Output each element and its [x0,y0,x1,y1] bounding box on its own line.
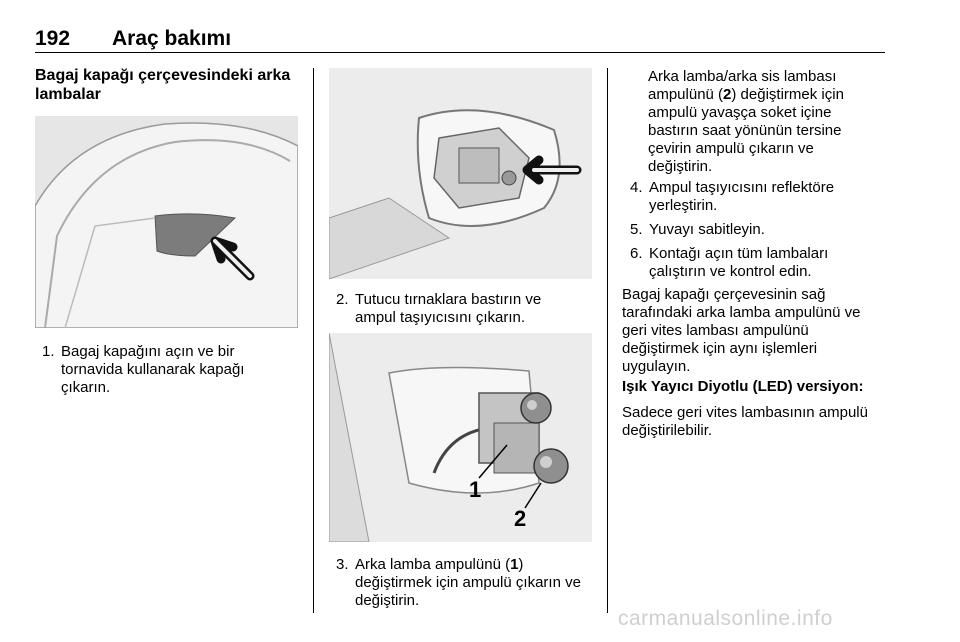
text-line: geri vites lambası ampulünü [622,322,809,339]
header-rule [35,52,885,53]
step-text [649,245,828,281]
step-line: ampul taşıyıcısını çıkarın. [355,309,526,326]
text-line: tarafındaki arka lamba ampulünü ve [622,304,861,321]
step-line: değiştirmek için ampulü çıkarın ve [355,574,581,591]
step-number: 4. [630,179,643,196]
step-number: 6. [630,245,643,262]
text-line: Arka lamba/arka sis lambası [648,68,837,85]
text-line: ampulünü ( [648,86,724,103]
step-line: Ampul taşıyıcısını reflektöre [649,179,835,196]
text-line: Sadece geri vites lambasının ampulü [622,404,868,421]
text-line: ) değiştirmek için [731,86,844,103]
led-version-heading: Işık Yayıcı Diyotlu (LED) versiyon: [622,378,864,395]
text-ref-bold: 2 [723,86,732,103]
page-header-title: Araç bakımı [112,27,232,50]
callout-label-2: 2 [514,506,527,531]
step-line: Tutucu tırnaklara bastırın ve [355,291,542,308]
text-line: uygulayın. [622,358,691,375]
text-line: değiştirilebilir. [622,422,713,439]
step-number: 2. [336,291,349,308]
step-line: yerleştirin. [649,197,718,214]
column-divider-2 [607,68,608,613]
step-number: 5. [630,221,643,238]
step-text [649,221,765,239]
step-line: Arka lamba ampulünü ( [355,556,511,573]
text-line: değiştirin. [648,158,713,175]
page-number: 192 [35,27,71,50]
section-title: Bagaj kapağı çerçevesindeki arka lambalar [35,67,291,103]
figure-bulb-carrier [329,333,592,542]
callout-label-1: 1 [469,477,482,502]
step-1 [42,343,302,403]
text-line: değiştirmek için aynı işlemleri [622,340,818,357]
step-line: çalıştırın ve kontrol edin. [649,263,812,280]
step-text [355,556,581,610]
step-text [649,179,834,215]
text-line: Bagaj kapağı çerçevesinin sağ [622,286,826,303]
step-4 [630,179,890,219]
step-3-continuation [648,68,888,176]
step-6 [630,245,890,285]
figure-trunk-lid-frame [35,116,298,328]
step-line: Bagaj kapağını açın ve bir [61,343,235,360]
text-line: bastırın saat yönünün tersine [648,122,842,139]
step-line: Yuvayı sabitleyin. [649,221,765,238]
paragraph-right-side [622,286,892,376]
step-line: tornavida kullanarak kapağı [61,361,245,378]
step-line: Kontağı açın tüm lambaları [649,245,829,262]
step-text [61,343,244,397]
column-divider-1 [313,68,314,613]
step-line: çıkarın. [61,379,111,396]
step-2 [336,291,601,331]
step-text [355,291,541,327]
step-line: ) [518,556,524,573]
step-ref-bold: 1 [510,556,519,573]
figure-lamp-holder [329,68,592,279]
paragraph-led [622,404,902,440]
step-number: 1. [42,343,55,360]
text-line: ampulü yavaşça soket içine [648,104,832,121]
step-5 [630,221,890,241]
text-line: çevirin ampulü çıkarın ve [648,140,814,157]
watermark: carmanualsonline.info [618,607,833,630]
step-3 [336,556,606,616]
step-number: 3. [336,556,349,573]
step-line: değiştirin. [355,592,420,609]
